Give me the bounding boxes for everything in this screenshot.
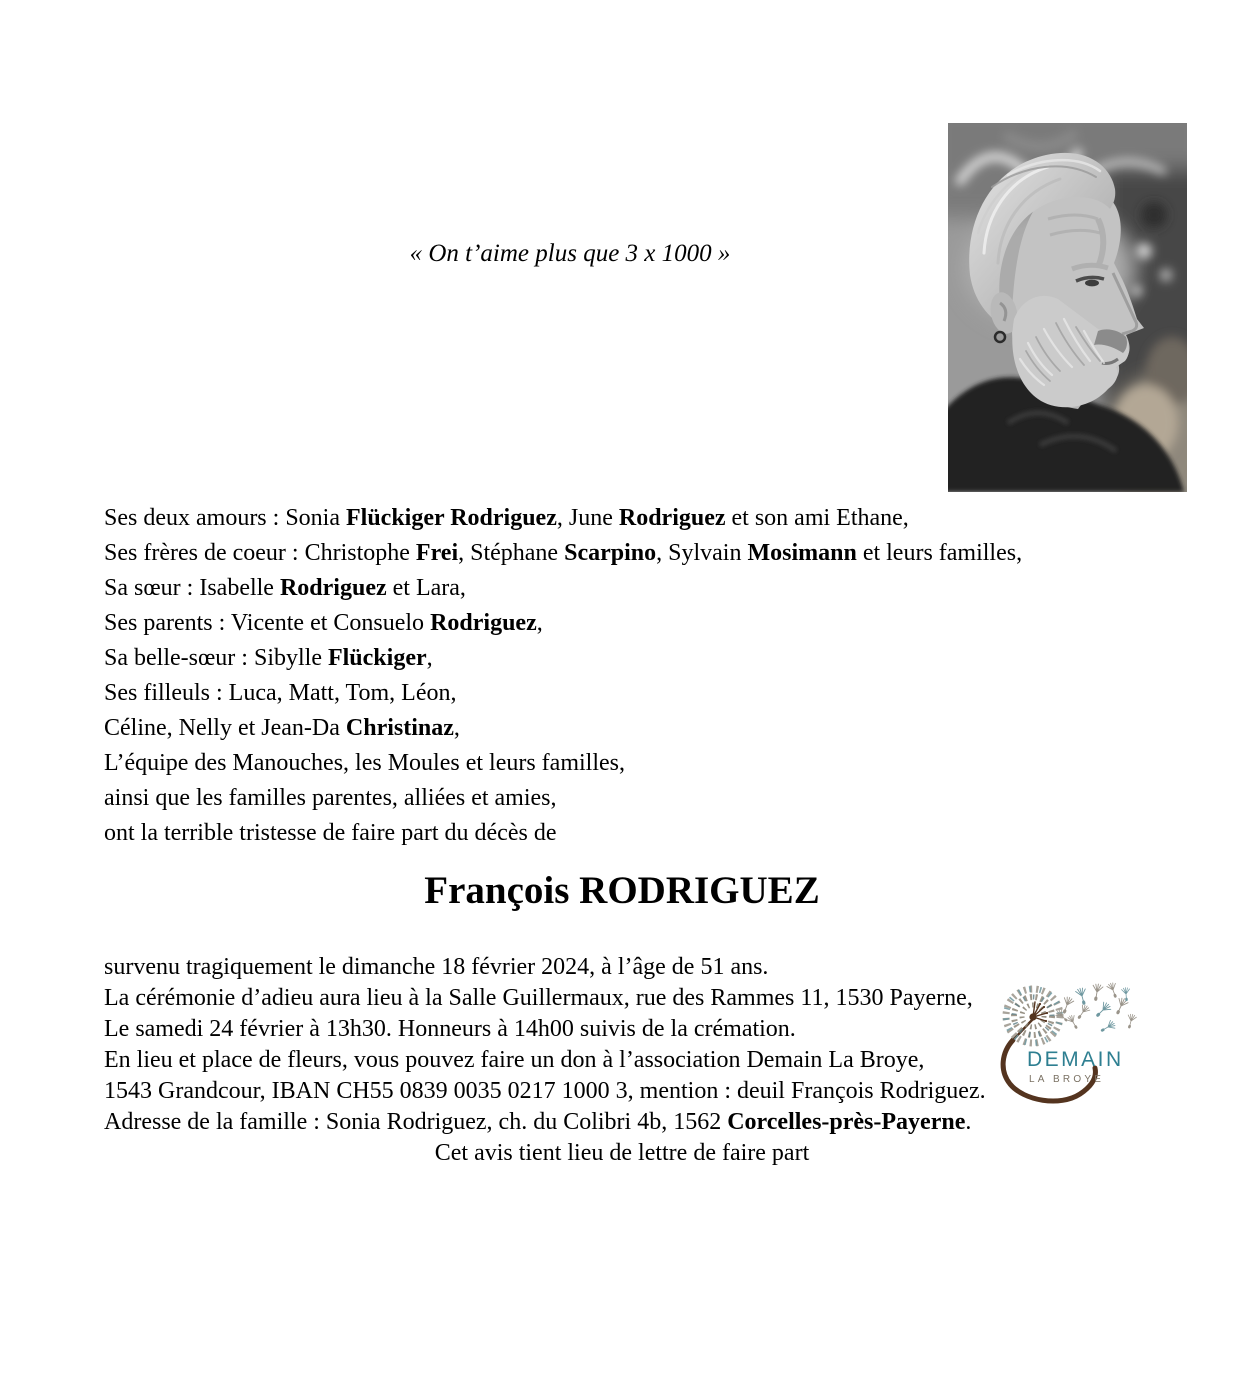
logo-title: DEMAIN bbox=[1027, 1048, 1124, 1071]
text-line: 1543 Grandcour, IBAN CH55 0839 0035 0217 1000 3, mention : deuil François Rodriguez. bbox=[104, 1078, 986, 1104]
dandelion-logo-graphic bbox=[1000, 980, 1140, 1114]
association-logo bbox=[1000, 980, 1140, 1114]
closing-line: Cet avis tient lieu de lettre de faire part bbox=[434, 1140, 810, 1166]
portrait-photo bbox=[948, 123, 1187, 492]
text-line: Ses parents : Vicente et Consuelo Rodriguez, bbox=[104, 610, 543, 636]
text-line: Le samedi 24 février à 13h30. Honneurs à 14h00 suivis de la crémation. bbox=[104, 1016, 796, 1042]
text-line: ainsi que les familles parentes, alliées et amies, bbox=[104, 785, 557, 811]
portrait-illustration bbox=[948, 123, 1187, 492]
dandelion-head bbox=[1000, 983, 1065, 1048]
deceased-name: François RODRIGUEZ bbox=[424, 869, 820, 912]
dandelion-seeds bbox=[1055, 982, 1137, 1035]
text-line: Céline, Nelly et Jean-Da Christinaz, bbox=[104, 715, 460, 741]
text-line: ont la terrible tristesse de faire part du décès de bbox=[104, 820, 557, 846]
text-line: survenu tragiquement le dimanche 18 février 2024, à l’âge de 51 ans. bbox=[104, 954, 769, 980]
memorial-quote: « On t’aime plus que 3 x 1000 » bbox=[409, 240, 731, 267]
text-line: Sa belle-sœur : Sibylle Flückiger, bbox=[104, 645, 433, 671]
text-line: La cérémonie d’adieu aura lieu à la Salle Guillermaux, rue des Rammes 11, 1530 Payerne, bbox=[104, 985, 973, 1011]
text-line: L’équipe des Manouches, les Moules et leurs familles, bbox=[104, 750, 625, 776]
text-line: Ses frères de coeur : Christophe Frei, Stéphane Scarpino, Sylvain Mosimann et leurs familles, bbox=[104, 540, 1023, 566]
text-line: Ses filleuls : Luca, Matt, Tom, Léon, bbox=[104, 680, 457, 706]
text-line: En lieu et place de fleurs, vous pouvez faire un don à l’association Demain La Broye, bbox=[104, 1047, 925, 1073]
family-block bbox=[104, 501, 1114, 851]
text-line: Sa sœur : Isabelle Rodriguez et Lara, bbox=[104, 575, 466, 601]
logo-subtitle: LA BROYE bbox=[1029, 1074, 1105, 1085]
text-line: Ses deux amours : Sonia Flückiger Rodriguez, June Rodriguez et son ami Ethane, bbox=[104, 505, 909, 531]
details-block bbox=[104, 952, 1144, 1138]
text-line: Adresse de la famille : Sonia Rodriguez, ch. du Colibri 4b, 1562 Corcelles-près-Payerne. bbox=[104, 1109, 972, 1135]
